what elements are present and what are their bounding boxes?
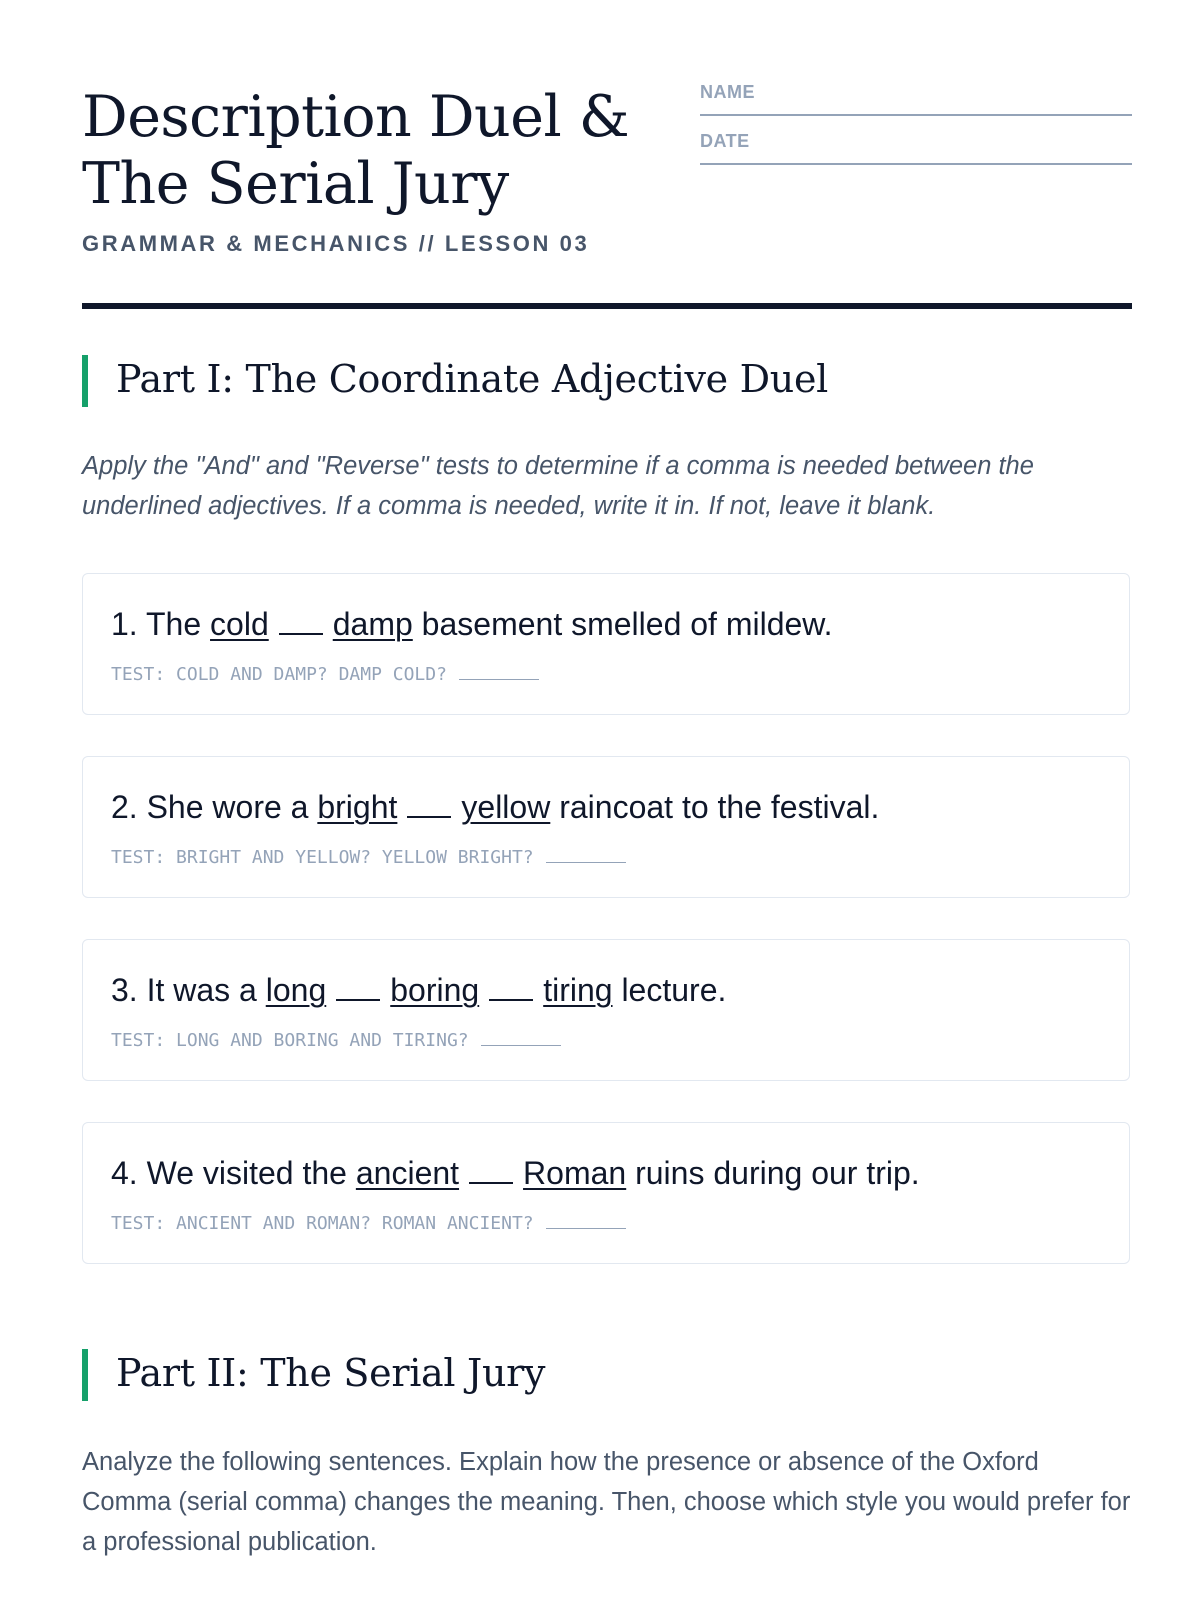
underlined-adjective: boring bbox=[390, 972, 480, 1008]
question-sentence bbox=[111, 602, 833, 646]
test-text: TEST: BRIGHT AND YELLOW? YELLOW BRIGHT? bbox=[111, 847, 534, 868]
sentence-end: lecture. bbox=[621, 972, 727, 1008]
underlined-adjective: yellow bbox=[461, 789, 551, 825]
sentence-end: ruins during our trip. bbox=[635, 1155, 920, 1191]
test-prompt bbox=[111, 1210, 626, 1236]
part1-title: Part I: The Coordinate Adjective Duel bbox=[116, 357, 829, 401]
test-text: TEST: COLD AND DAMP? DAMP COLD? bbox=[111, 664, 447, 685]
comma-blank[interactable] bbox=[407, 792, 451, 818]
question-card-3 bbox=[82, 939, 1130, 1081]
comma-blank[interactable] bbox=[469, 1158, 513, 1184]
underlined-adjective: long bbox=[265, 972, 327, 1008]
sentence-start: The bbox=[146, 606, 202, 642]
question-sentence bbox=[111, 968, 726, 1012]
test-prompt bbox=[111, 661, 539, 687]
underlined-adjective: bright bbox=[317, 789, 398, 825]
question-number: 4. bbox=[111, 1155, 138, 1191]
underlined-adjective: cold bbox=[210, 606, 269, 642]
comma-blank[interactable] bbox=[279, 609, 323, 635]
question-number: 2. bbox=[111, 789, 138, 825]
name-field[interactable] bbox=[700, 80, 1132, 116]
test-answer-blank[interactable] bbox=[546, 1210, 626, 1229]
sentence-start: She wore a bbox=[146, 789, 309, 825]
test-text: TEST: LONG AND BORING AND TIRING? bbox=[111, 1030, 469, 1051]
date-field-label: DATE bbox=[700, 131, 750, 151]
question-sentence bbox=[111, 1151, 920, 1195]
question-number: 3. bbox=[111, 972, 138, 1008]
question-number: 1. bbox=[111, 606, 138, 642]
worksheet-page bbox=[82, 0, 1132, 1556]
part1-heading bbox=[82, 353, 1132, 409]
part1-instructions: Apply the "And" and "Reverse" tests to determine if a comma is needed between the underlined adjectives. If a comma is needed, write it in. If not, leave it blank. bbox=[82, 452, 1034, 520]
sentence-end: raincoat to the festival. bbox=[559, 789, 880, 825]
underlined-adjective: Roman bbox=[523, 1155, 627, 1191]
test-prompt bbox=[111, 1027, 561, 1053]
part2-heading bbox=[82, 1347, 1132, 1403]
sentence-start: It was a bbox=[146, 972, 257, 1008]
underlined-adjective: tiring bbox=[543, 972, 613, 1008]
sentence-end: basement smelled of mildew. bbox=[421, 606, 833, 642]
question-card-1 bbox=[82, 573, 1130, 715]
name-field-label: NAME bbox=[700, 82, 755, 102]
test-answer-blank[interactable] bbox=[481, 1027, 561, 1046]
worksheet-header bbox=[82, 0, 1132, 310]
question-card-2 bbox=[82, 756, 1130, 898]
test-answer-blank[interactable] bbox=[459, 661, 539, 680]
underlined-adjective: ancient bbox=[355, 1155, 460, 1191]
date-field[interactable] bbox=[700, 129, 1132, 165]
part2-title: Part II: The Serial Jury bbox=[116, 1351, 546, 1395]
comma-blank[interactable] bbox=[336, 975, 380, 1001]
underlined-adjective: damp bbox=[332, 606, 413, 642]
comma-blank[interactable] bbox=[489, 975, 533, 1001]
part1-accent-bar bbox=[82, 355, 88, 407]
worksheet-subtitle: GRAMMAR & MECHANICS // LESSON 03 bbox=[82, 231, 590, 256]
test-text: TEST: ANCIENT AND ROMAN? ROMAN ANCIENT? bbox=[111, 1213, 534, 1234]
worksheet-title: Description Duel & The Serial Jury bbox=[82, 84, 630, 217]
student-info-fields bbox=[700, 80, 1132, 178]
question-card-4 bbox=[82, 1122, 1130, 1264]
part2-accent-bar bbox=[82, 1349, 88, 1401]
test-answer-blank[interactable] bbox=[546, 844, 626, 863]
sentence-start: We visited the bbox=[146, 1155, 347, 1191]
test-prompt bbox=[111, 844, 626, 870]
header-divider bbox=[82, 303, 1132, 309]
question-sentence bbox=[111, 785, 879, 829]
part2-instructions: Analyze the following sentences. Explain how the presence or absence of the Oxford Comma (serial comma) changes the meaning. Then, choose which style you would prefer for a professional publication. bbox=[82, 1448, 1131, 1556]
